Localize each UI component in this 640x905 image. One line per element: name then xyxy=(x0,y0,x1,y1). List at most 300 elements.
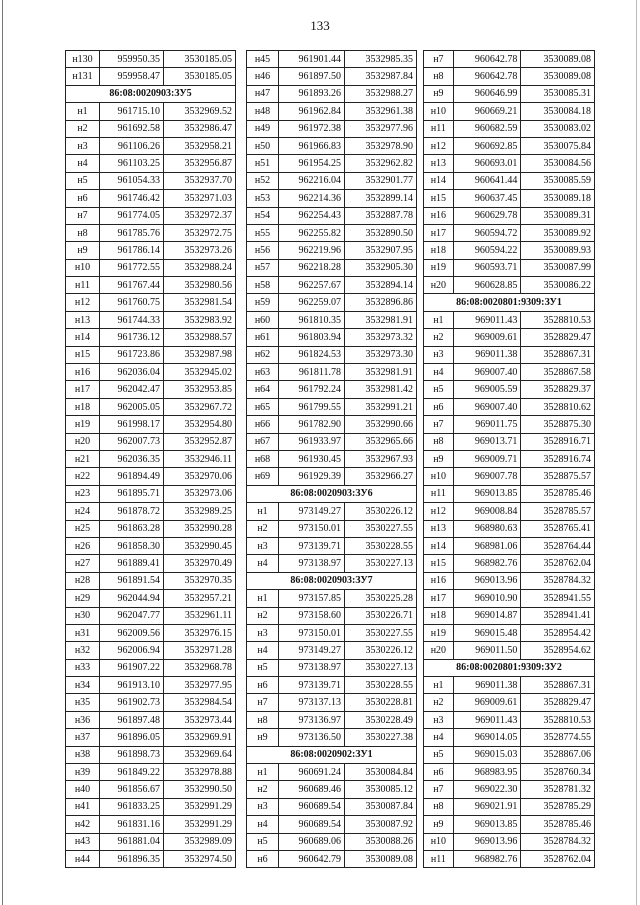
coordinate-x: 969021.91 xyxy=(453,798,521,815)
coordinate-y: 3532967.93 xyxy=(345,450,417,467)
coordinate-x: 960593.71 xyxy=(453,259,521,276)
table-row xyxy=(247,503,417,520)
table-row xyxy=(247,224,417,241)
table-row xyxy=(66,259,236,276)
coordinate-y: 3532901.77 xyxy=(345,172,417,189)
table-row xyxy=(247,850,417,867)
coordinate-y: 3530089.08 xyxy=(345,850,417,867)
point-label: н11 xyxy=(424,850,454,867)
point-label: н6 xyxy=(424,764,454,781)
coordinate-x: 960689.06 xyxy=(279,833,345,850)
table-row xyxy=(66,224,236,241)
point-label: н16 xyxy=(424,207,454,224)
coordinate-y: 3530085.12 xyxy=(345,781,417,798)
coordinate-y: 3532971.28 xyxy=(164,642,236,659)
coordinate-x: 961849.22 xyxy=(100,764,164,781)
coordinate-y: 3532988.24 xyxy=(164,259,236,276)
coordinate-y: 3530085.31 xyxy=(521,85,595,102)
coordinate-y: 3530226.12 xyxy=(345,503,417,520)
coordinate-x: 968983.95 xyxy=(453,764,521,781)
point-label: н13 xyxy=(424,520,454,537)
coordinate-x: 961715.10 xyxy=(100,103,164,120)
point-label: н13 xyxy=(66,311,100,328)
coordinate-y: 3532978.90 xyxy=(345,137,417,154)
point-label: н1 xyxy=(424,677,454,694)
coordinate-x: 969007.40 xyxy=(453,398,521,415)
table-row xyxy=(424,798,595,815)
parcel-cadastral-number: 86:08:0020903:ЗУ5 xyxy=(66,85,236,102)
parcel-cadastral-number: 86:08:0020903:ЗУ6 xyxy=(247,485,417,502)
coordinate-y: 3528774.55 xyxy=(521,729,595,746)
table-row xyxy=(66,781,236,798)
table-row xyxy=(247,120,417,137)
coordinate-y: 3528762.04 xyxy=(521,850,595,867)
coordinate-y: 3532972.75 xyxy=(164,224,236,241)
coordinate-y: 3532956.87 xyxy=(164,155,236,172)
point-label: н12 xyxy=(66,294,100,311)
coordinate-x: 961878.72 xyxy=(100,503,164,520)
coordinate-y: 3532887.78 xyxy=(345,207,417,224)
coordinate-y: 3532988.57 xyxy=(164,329,236,346)
point-label: н32 xyxy=(66,642,100,659)
coordinate-y: 3528916.71 xyxy=(521,433,595,450)
table-row xyxy=(247,416,417,433)
point-label: н7 xyxy=(424,416,454,433)
coordinate-y: 3532974.50 xyxy=(164,850,236,867)
table-row xyxy=(247,398,417,415)
table-row xyxy=(424,433,595,450)
table-row xyxy=(247,172,417,189)
coordinate-x: 961898.73 xyxy=(100,746,164,763)
point-label: н4 xyxy=(66,155,100,172)
point-label: н58 xyxy=(247,277,279,294)
coordinate-x: 973136.97 xyxy=(279,711,345,728)
table-row xyxy=(424,207,595,224)
table-row xyxy=(247,259,417,276)
table-row xyxy=(66,816,236,833)
coordinate-x: 960682.59 xyxy=(453,120,521,137)
coordinate-y: 3530227.55 xyxy=(345,520,417,537)
coordinate-x: 969022.30 xyxy=(453,781,521,798)
point-label: н56 xyxy=(247,242,279,259)
table-row xyxy=(247,103,417,120)
table-row xyxy=(66,364,236,381)
coordinate-y: 3530089.08 xyxy=(521,51,595,68)
table-row xyxy=(247,729,417,746)
coordinate-x: 961774.05 xyxy=(100,207,164,224)
point-label: н31 xyxy=(66,624,100,641)
point-label: н47 xyxy=(247,85,279,102)
point-label: н10 xyxy=(424,103,454,120)
coordinate-x: 962042.47 xyxy=(100,381,164,398)
table-row xyxy=(247,242,417,259)
coordinate-tables xyxy=(65,50,595,865)
coordinate-y: 3532937.70 xyxy=(164,172,236,189)
table-row xyxy=(247,381,417,398)
coordinate-x: 973137.13 xyxy=(279,694,345,711)
coordinate-x: 969015.48 xyxy=(453,624,521,641)
table-row xyxy=(247,537,417,554)
point-label: н8 xyxy=(66,224,100,241)
table-row xyxy=(66,311,236,328)
table-row xyxy=(247,764,417,781)
coordinate-x: 960642.78 xyxy=(453,68,521,85)
table-row xyxy=(66,729,236,746)
coordinate-y: 3528867.06 xyxy=(521,746,595,763)
page-number: 133 xyxy=(310,18,330,33)
coordinate-x: 960642.78 xyxy=(453,51,521,68)
table-row xyxy=(66,711,236,728)
coordinate-y: 3532946.11 xyxy=(164,450,236,467)
table-row xyxy=(66,503,236,520)
coordinate-y: 3530228.55 xyxy=(345,537,417,554)
point-label: н6 xyxy=(66,190,100,207)
coordinate-y: 3532890.50 xyxy=(345,224,417,241)
coordinate-x: 962214.36 xyxy=(279,190,345,207)
coordinate-x: 973150.01 xyxy=(279,520,345,537)
table-row xyxy=(247,433,417,450)
coordinate-y: 3528875.57 xyxy=(521,468,595,485)
coordinate-y: 3532961.11 xyxy=(164,607,236,624)
table-row xyxy=(424,137,595,154)
point-label: н4 xyxy=(247,816,279,833)
coordinate-y: 3532969.64 xyxy=(164,746,236,763)
point-label: н21 xyxy=(66,450,100,467)
coordinate-x: 962218.28 xyxy=(279,259,345,276)
table-row xyxy=(66,520,236,537)
point-label: н51 xyxy=(247,155,279,172)
table-row xyxy=(66,381,236,398)
table-row xyxy=(247,155,417,172)
table-row xyxy=(424,833,595,850)
coordinate-y: 3528829.47 xyxy=(521,694,595,711)
point-label: н19 xyxy=(66,416,100,433)
table-row xyxy=(247,450,417,467)
coordinate-y: 3530228.81 xyxy=(345,694,417,711)
table-row xyxy=(424,416,595,433)
table-row xyxy=(66,833,236,850)
parcel-cadastral-number: 86:08:0020902:ЗУ1 xyxy=(247,746,417,763)
point-label: н61 xyxy=(247,329,279,346)
point-label: н17 xyxy=(66,381,100,398)
point-label: н3 xyxy=(424,346,454,363)
point-label: н22 xyxy=(66,468,100,485)
table-row xyxy=(424,242,595,259)
point-label: н14 xyxy=(424,537,454,554)
point-label: н18 xyxy=(66,398,100,415)
coordinate-x: 961782.90 xyxy=(279,416,345,433)
coordinate-x: 961772.55 xyxy=(100,259,164,276)
table-row xyxy=(424,520,595,537)
coordinate-y: 3530084.56 xyxy=(521,155,595,172)
point-label: н4 xyxy=(247,642,279,659)
coordinate-y: 3532986.47 xyxy=(164,120,236,137)
coordinate-y: 3532973.06 xyxy=(164,485,236,502)
coordinate-y: 3532981.91 xyxy=(345,364,417,381)
coordinate-x: 960689.54 xyxy=(279,816,345,833)
coordinate-y: 3528954.62 xyxy=(521,642,595,659)
coordinate-x: 969013.96 xyxy=(453,833,521,850)
coordinate-x: 969015.03 xyxy=(453,746,521,763)
coordinate-y: 3532970.06 xyxy=(164,468,236,485)
coordinate-x: 973139.71 xyxy=(279,677,345,694)
coordinate-y: 3530227.38 xyxy=(345,729,417,746)
coordinate-y: 3532957.21 xyxy=(164,590,236,607)
table-row xyxy=(66,51,236,68)
point-label: н5 xyxy=(66,172,100,189)
point-label: н20 xyxy=(424,277,454,294)
table-row xyxy=(66,242,236,259)
table-row xyxy=(66,155,236,172)
coordinate-x: 962259.07 xyxy=(279,294,345,311)
point-label: н6 xyxy=(424,398,454,415)
table-row xyxy=(424,468,595,485)
coordinate-x: 962036.04 xyxy=(100,364,164,381)
point-label: н3 xyxy=(247,624,279,641)
coordinate-x: 960693.01 xyxy=(453,155,521,172)
table-row xyxy=(247,642,417,659)
coordinate-x: 969007.40 xyxy=(453,364,521,381)
coordinate-y: 3532977.95 xyxy=(164,677,236,694)
parcel-header-row xyxy=(247,746,417,763)
table-row xyxy=(66,764,236,781)
coordinate-y: 3530226.71 xyxy=(345,607,417,624)
table-row xyxy=(66,850,236,867)
table-row xyxy=(247,833,417,850)
coordinate-x: 961744.33 xyxy=(100,311,164,328)
parcel-header-row xyxy=(424,294,595,311)
table-row xyxy=(424,694,595,711)
table-row xyxy=(424,537,595,554)
coordinate-x: 969009.61 xyxy=(453,694,521,711)
coordinate-x: 961103.25 xyxy=(100,155,164,172)
coordinate-y: 3532970.49 xyxy=(164,555,236,572)
point-label: н16 xyxy=(424,572,454,589)
coordinate-y: 3528785.29 xyxy=(521,798,595,815)
scan-left-edge xyxy=(2,0,3,905)
point-label: н24 xyxy=(66,503,100,520)
parcel-header-row xyxy=(66,85,236,102)
coordinate-y: 3530085.59 xyxy=(521,172,595,189)
point-label: н12 xyxy=(424,503,454,520)
coordinate-x: 961998.17 xyxy=(100,416,164,433)
coordinate-y: 3530084.18 xyxy=(521,103,595,120)
coordinate-y: 3528784.32 xyxy=(521,572,595,589)
point-label: н63 xyxy=(247,364,279,381)
table-row xyxy=(66,746,236,763)
coordinate-y: 3532973.44 xyxy=(164,711,236,728)
point-label: н9 xyxy=(424,816,454,833)
coordinate-x: 968982.76 xyxy=(453,555,521,572)
coordinate-x: 969011.75 xyxy=(453,416,521,433)
point-label: н9 xyxy=(247,729,279,746)
point-label: н34 xyxy=(66,677,100,694)
point-label: н10 xyxy=(424,833,454,850)
point-label: н62 xyxy=(247,346,279,363)
coordinate-y: 3528867.31 xyxy=(521,677,595,694)
coordinate-x: 961954.25 xyxy=(279,155,345,172)
point-label: н10 xyxy=(66,259,100,276)
point-label: н17 xyxy=(424,224,454,241)
coordinate-y: 3532977.96 xyxy=(345,120,417,137)
parcel-cadastral-number: 86:08:0020903:ЗУ7 xyxy=(247,572,417,589)
table-row xyxy=(247,798,417,815)
point-label: н19 xyxy=(424,624,454,641)
coordinate-x: 962009.56 xyxy=(100,624,164,641)
coordinate-y: 3528785.46 xyxy=(521,816,595,833)
coordinate-x: 961786.14 xyxy=(100,242,164,259)
point-label: н20 xyxy=(66,433,100,450)
coordinate-y: 3530089.92 xyxy=(521,224,595,241)
coordinate-x: 973139.71 xyxy=(279,537,345,554)
coordinate-y: 3528781.32 xyxy=(521,781,595,798)
point-label: н3 xyxy=(66,137,100,154)
coordinate-y: 3532899.14 xyxy=(345,190,417,207)
point-label: н19 xyxy=(424,259,454,276)
parcel-header-row xyxy=(247,485,417,502)
coordinate-x: 961833.25 xyxy=(100,798,164,815)
coordinate-x: 973136.50 xyxy=(279,729,345,746)
coordinate-y: 3532990.66 xyxy=(345,416,417,433)
point-label: н5 xyxy=(247,659,279,676)
table-row xyxy=(247,311,417,328)
coordinate-y: 3528829.37 xyxy=(521,381,595,398)
point-label: н11 xyxy=(424,485,454,502)
coordinate-x: 961811.78 xyxy=(279,364,345,381)
table-row xyxy=(66,485,236,502)
point-label: н3 xyxy=(424,711,454,728)
coordinate-x: 961803.94 xyxy=(279,329,345,346)
point-label: н2 xyxy=(247,607,279,624)
point-label: н35 xyxy=(66,694,100,711)
coordinate-x: 969013.85 xyxy=(453,485,521,502)
coordinate-x: 969007.78 xyxy=(453,468,521,485)
point-label: н25 xyxy=(66,520,100,537)
coordinate-y: 3530084.84 xyxy=(345,764,417,781)
coordinate-y: 3528784.32 xyxy=(521,833,595,850)
coordinate-table-column-1 xyxy=(65,50,236,868)
coordinate-y: 3532945.02 xyxy=(164,364,236,381)
point-label: н3 xyxy=(247,537,279,554)
table-row xyxy=(66,137,236,154)
point-label: н1 xyxy=(247,503,279,520)
coordinate-x: 969014.87 xyxy=(453,607,521,624)
coordinate-y: 3532981.91 xyxy=(345,311,417,328)
coordinate-y: 3532896.86 xyxy=(345,294,417,311)
point-label: н57 xyxy=(247,259,279,276)
coordinate-y: 3530089.31 xyxy=(521,207,595,224)
table-row xyxy=(247,277,417,294)
table-row xyxy=(424,85,595,102)
point-label: н18 xyxy=(424,607,454,624)
coordinate-y: 3532958.21 xyxy=(164,137,236,154)
coordinate-y: 3532965.66 xyxy=(345,433,417,450)
coordinate-y: 3530228.49 xyxy=(345,711,417,728)
coordinate-y: 3532954.80 xyxy=(164,416,236,433)
table-row xyxy=(424,346,595,363)
parcel-cadastral-number: 86:08:0020801:9309:ЗУ1 xyxy=(424,294,595,311)
coordinate-y: 3532969.52 xyxy=(164,103,236,120)
coordinate-x: 962007.73 xyxy=(100,433,164,450)
coordinate-y: 3532966.27 xyxy=(345,468,417,485)
coordinate-y: 3528810.53 xyxy=(521,711,595,728)
coordinate-y: 3532989.25 xyxy=(164,503,236,520)
point-label: н20 xyxy=(424,642,454,659)
point-label: н5 xyxy=(424,381,454,398)
table-row xyxy=(66,277,236,294)
coordinate-x: 961962.84 xyxy=(279,103,345,120)
coordinate-y: 3530087.92 xyxy=(345,816,417,833)
coordinate-x: 961933.97 xyxy=(279,433,345,450)
coordinate-x: 961897.50 xyxy=(279,68,345,85)
point-label: н52 xyxy=(247,172,279,189)
point-label: н2 xyxy=(66,120,100,137)
point-label: н10 xyxy=(424,468,454,485)
coordinate-y: 3530075.84 xyxy=(521,137,595,154)
coordinate-y: 3530185.05 xyxy=(164,68,236,85)
coordinate-y: 3528954.42 xyxy=(521,624,595,641)
point-label: н7 xyxy=(247,694,279,711)
coordinate-y: 3530228.55 xyxy=(345,677,417,694)
coordinate-y: 3532990.28 xyxy=(164,520,236,537)
coordinate-x: 960594.72 xyxy=(453,224,521,241)
point-label: н4 xyxy=(247,555,279,572)
coordinate-x: 969014.05 xyxy=(453,729,521,746)
coordinate-x: 962044.94 xyxy=(100,590,164,607)
coordinate-x: 961054.33 xyxy=(100,172,164,189)
coordinate-y: 3528765.41 xyxy=(521,520,595,537)
coordinate-x: 961930.45 xyxy=(279,450,345,467)
coordinate-x: 962005.05 xyxy=(100,398,164,415)
point-label: н28 xyxy=(66,572,100,589)
coordinate-x: 962036.35 xyxy=(100,450,164,467)
point-label: н29 xyxy=(66,590,100,607)
coordinate-y: 3532987.98 xyxy=(164,346,236,363)
coordinate-y: 3532990.50 xyxy=(164,781,236,798)
point-label: н48 xyxy=(247,103,279,120)
point-label: н40 xyxy=(66,781,100,798)
coordinate-x: 960691.24 xyxy=(279,764,345,781)
point-label: н8 xyxy=(424,68,454,85)
coordinate-y: 3532987.84 xyxy=(345,68,417,85)
table-row xyxy=(424,190,595,207)
point-label: н1 xyxy=(247,764,279,781)
point-label: н14 xyxy=(424,172,454,189)
table-row xyxy=(424,68,595,85)
coordinate-y: 3532968.78 xyxy=(164,659,236,676)
table-row xyxy=(66,468,236,485)
coordinate-x: 962006.94 xyxy=(100,642,164,659)
table-row xyxy=(424,172,595,189)
coordinate-x: 969011.38 xyxy=(453,677,521,694)
table-row xyxy=(424,450,595,467)
coordinate-x: 973149.27 xyxy=(279,503,345,520)
coordinate-y: 3530083.02 xyxy=(521,120,595,137)
table-row xyxy=(424,398,595,415)
point-label: н55 xyxy=(247,224,279,241)
table-row xyxy=(424,311,595,328)
coordinate-x: 968982.76 xyxy=(453,850,521,867)
point-label: н13 xyxy=(424,155,454,172)
point-label: н3 xyxy=(247,798,279,815)
coordinate-y: 3530227.13 xyxy=(345,659,417,676)
point-label: н1 xyxy=(66,103,100,120)
coordinate-y: 3532983.92 xyxy=(164,311,236,328)
table-row xyxy=(424,485,595,502)
point-label: н4 xyxy=(424,364,454,381)
coordinate-x: 961901.44 xyxy=(279,51,345,68)
coordinate-y: 3532990.45 xyxy=(164,537,236,554)
